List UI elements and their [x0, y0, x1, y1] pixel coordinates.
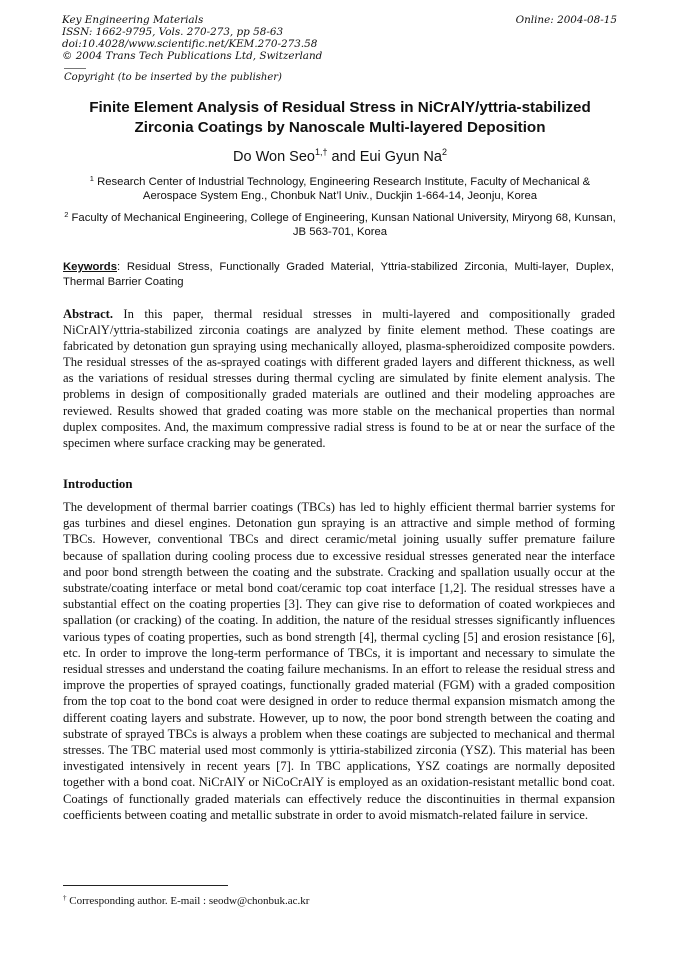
- section-heading-introduction: Introduction: [63, 477, 133, 491]
- affiliation-text: Research Center of Industrial Technology, Engineering Research Institute, Faculty of Mechanical & Aerospace System Eng., Chonbuk Nat’l Univ., Duckjin 1-664-14, Jeonju, Korea: [97, 176, 591, 202]
- author-affiliation-mark: 1,†: [314, 147, 328, 157]
- abstract-text: In this paper, thermal residual stresses in multi-layered and compositionally graded NiCrAlY/yttria-stabilized zirconia coatings are analyzed by finite element method. These coatings are fabricated by detonation gun spraying using mechanically alloyed, plasma-spheroidized composite powders. The residual stresses of the as-sprayed coatings with different graded layers and different thickness, as well as the variations of residual stresses during thermal cycling are simulated by finite element analysis. The problems in design of compositionally graded materials are outlined and their modeling approaches are reviewed. Results showed that graded coating was more stable on the mechanical properties than normal duplex composites. And, the maximum compressive radial stress is found to be at or near the surface of the specimen where surface cracking may be generated.: [63, 307, 615, 450]
- introduction-paragraph: The development of thermal barrier coatings (TBCs) has led to highly efficient thermal barrier systems for gas turbines and diesel engines. Detonation gun spraying is an attractive and simple method of forming TBCs. However, conventional TBCs and direct ceramic/metal joining usually suffer premature failure because of spallation during cooling process due to excessive residual stresses generated near the interface and poor bond strength between the coating and the substrate. Cracking and spallation usually occur at the substrate/coating interface or metal bond coat/ceramic top coat interface [1,2]. The residual stresses have a substantial effect on the coating properties [3]. They can give rise to deformation of coated workpieces and spallation (or cracking) of the coating. In addition, the nature of the residual stresses significantly influences various types of coating properties, such as bond strength [4], thermal cycling [5] and erosion resistance [6], etc. In order to improve the long-term performance of TBCs, it is important and necessary to simulate the residual stresses and understand the coating failure mechanisms. In an effort to release the residual stress and improve the properties of sprayed coatings, functionally graded material (FGM) with a graded composition from the top coat to the bond coat were designed in order to reduce thermal expansion mismatch among the different coating layers and substrate. However, up to now, the poor bond strength between the coating and substrate of sprayed TBCs is always a problem when these coatings are subjected to mechanical and thermal stresses. The TBC material used most commonly is yttiria-stabilized zirconia (YSZ). This material has been investigated intensively in recent years [7]. In TBC applications, YSZ coatings are normally deposited together with a bond coat. NiCrAlY or NiCoCrAlY is employed as an oxidation-resistant metallic bond coat. Coatings of functionally graded materials can effectively reduce the discontinuities in thermal expansion coefficients between coating and metallic substrate in order to avoid mismatch-related failure in service.: [63, 500, 615, 822]
- journal-header: [62, 14, 617, 62]
- footnote-mark: †: [63, 894, 67, 902]
- footnote-rule: [63, 885, 228, 886]
- keywords-text: : Residual Stress, Functionally Graded Material, Yttria-stabilized Zirconia, Multi-layer, Duplex, Thermal Barrier Coating: [63, 261, 614, 288]
- journal-name: Key Engineering Materials: [62, 14, 204, 26]
- author-affiliation-mark: 2: [441, 147, 447, 157]
- affiliation-number: 1: [89, 174, 94, 183]
- affiliation-2: [62, 211, 618, 239]
- journal-doi[interactable]: doi:10.4028/www.scientific.net/KEM.270-273.58: [62, 38, 318, 50]
- author-name: Do Won Seo: [233, 149, 315, 165]
- author-list: [62, 148, 618, 166]
- copyright-note: Copyright (to be inserted by the publisher): [64, 72, 282, 83]
- author-name: Eui Gyun Na: [359, 149, 442, 165]
- header-separator: [64, 68, 86, 69]
- journal-issn: ISSN: 1662-9795, Vols. 270-273, pp 58-63: [62, 26, 284, 38]
- footnote-text: Corresponding author. E-mail : seodw@chonbuk.ac.kr: [66, 895, 310, 907]
- keywords-label: Keywords: [63, 261, 117, 273]
- affiliation-text: Faculty of Mechanical Engineering, College of Engineering, Kunsan National University, Miryong 68, Kunsan, JB 563-701, Korea: [71, 212, 616, 238]
- paper-title: Finite Element Analysis of Residual Stress in NiCrAlY/yttria-stabilized Zirconia Coatings by Nanoscale Multi-layered Deposition: [89, 99, 591, 136]
- affiliation-1: [62, 175, 618, 203]
- keywords-block: [63, 260, 614, 290]
- abstract-label: Abstract.: [63, 307, 114, 321]
- abstract-block: [63, 306, 615, 451]
- journal-publisher: © 2004 Trans Tech Publications Ltd, Switzerland: [62, 50, 323, 62]
- affiliation-number: 2: [64, 210, 69, 219]
- author-conjunction: and: [327, 149, 360, 165]
- online-date: Online: 2004-08-15: [515, 14, 617, 26]
- footnote: [63, 895, 309, 907]
